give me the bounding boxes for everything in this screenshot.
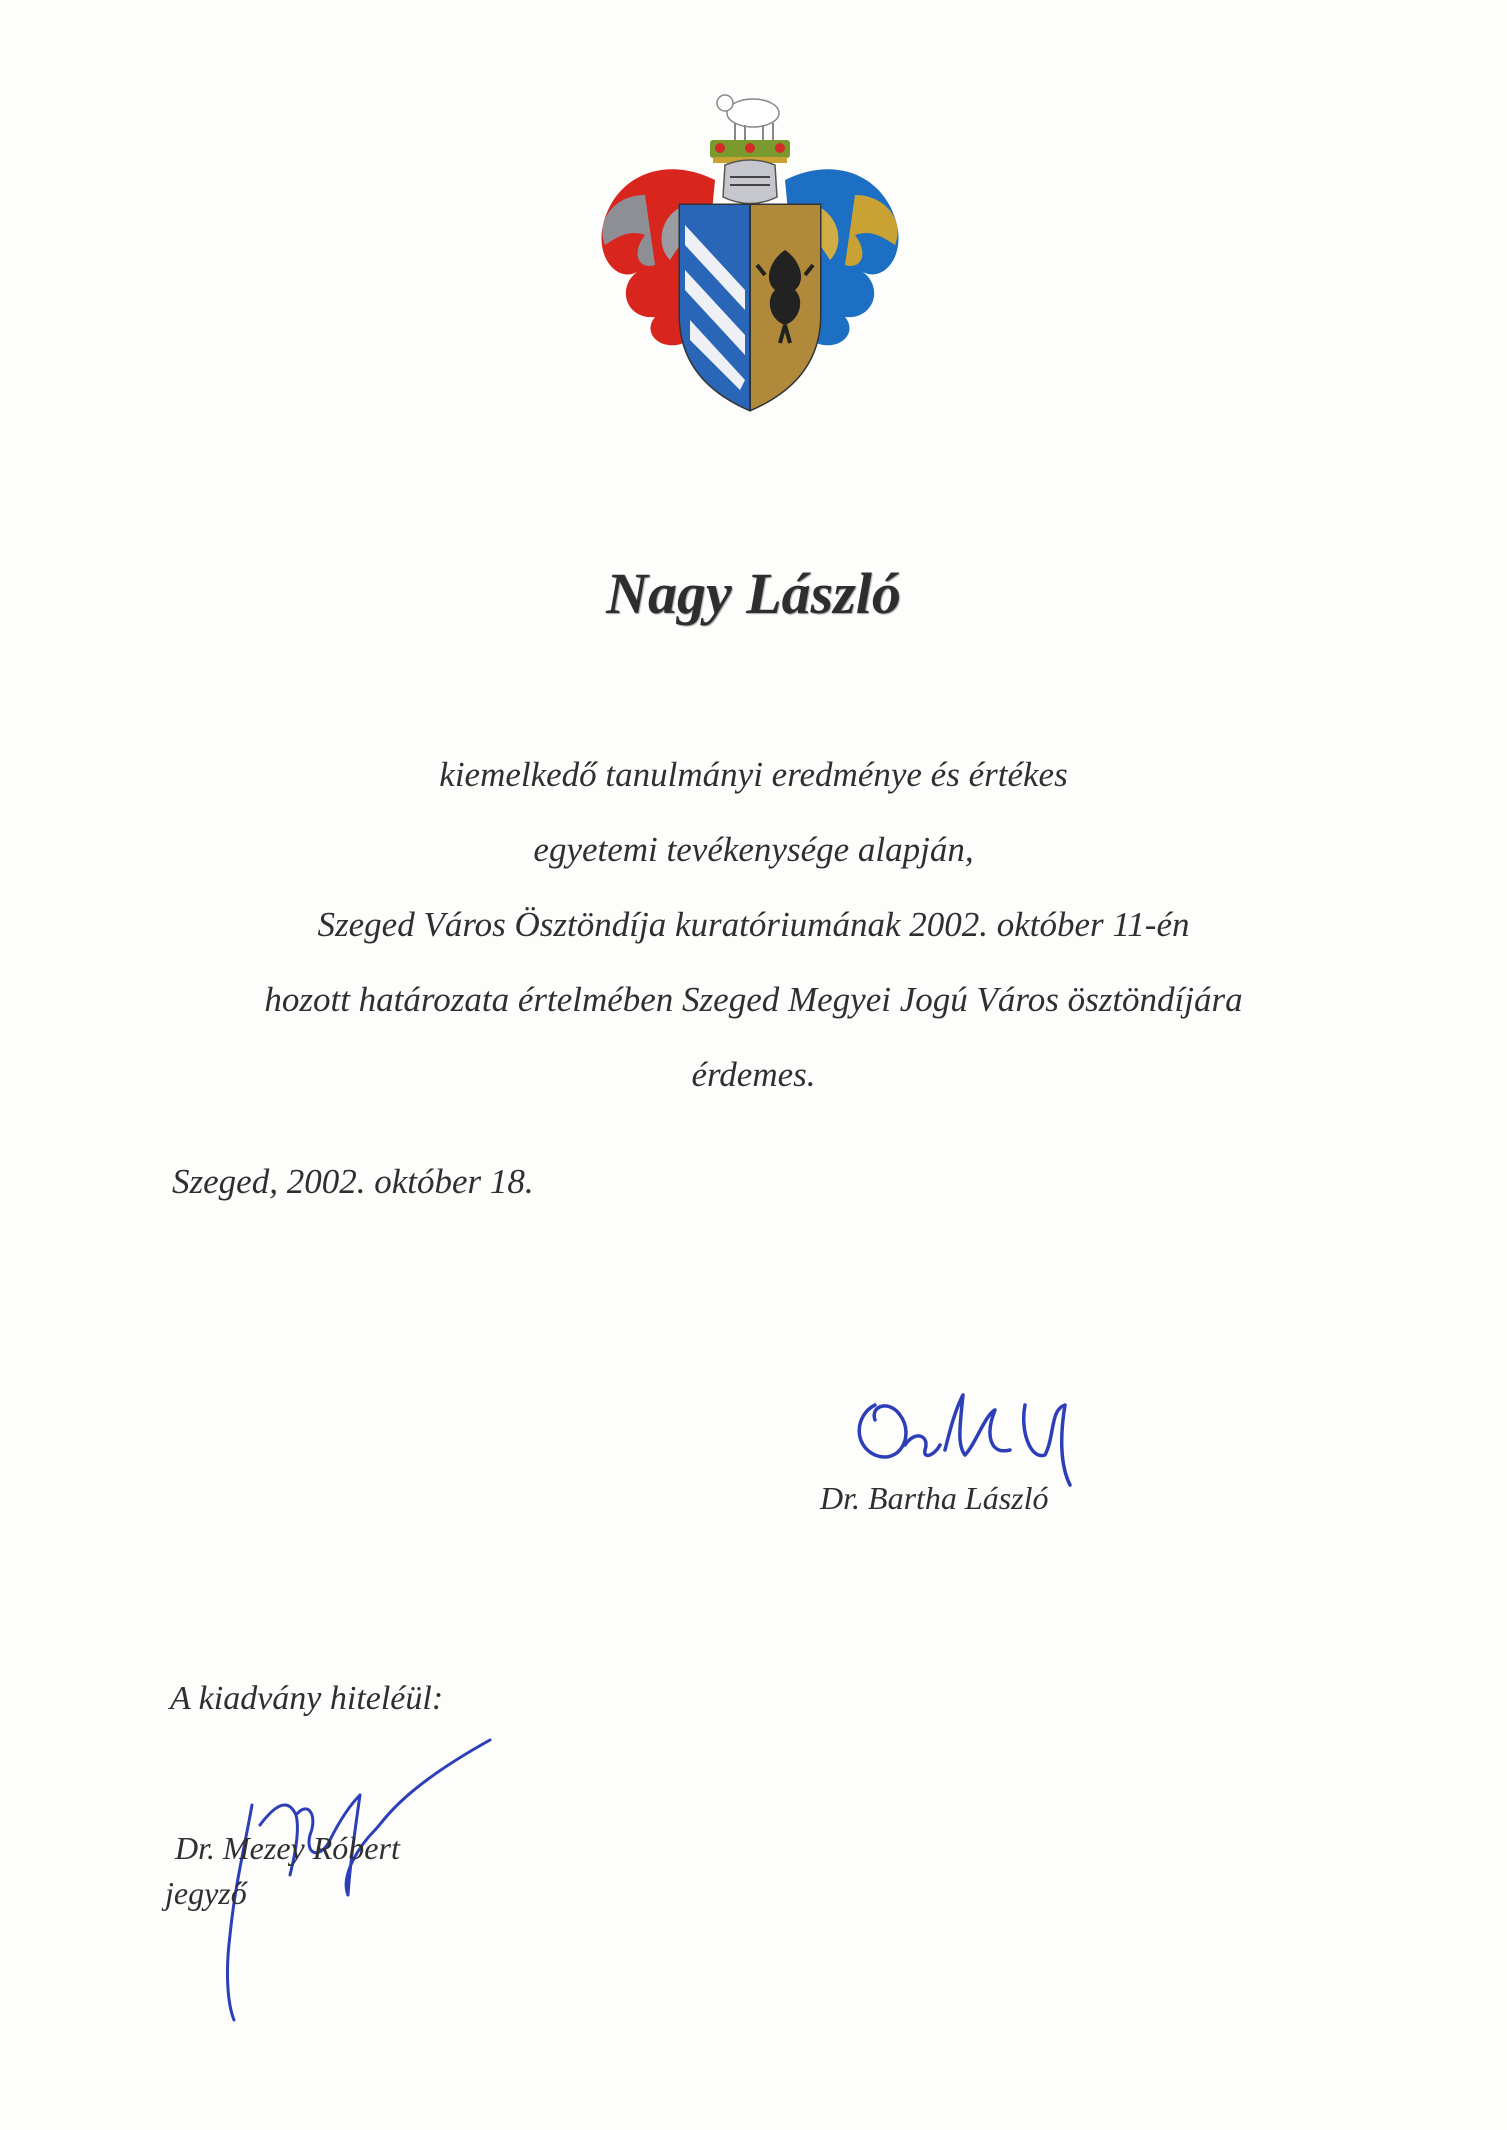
citation-line: hozott határozata értelmében Szeged Megyei Jogú Város ösztöndíjára [264, 980, 1243, 1019]
citation-text [0, 737, 1507, 1112]
place-and-date: Szeged, 2002. október 18. [172, 1162, 534, 1201]
citation-line: egyetemi tevékenysége alapján, [533, 830, 974, 869]
coat-of-arms-emblem [585, 85, 915, 415]
mayor-signature-icon [845, 1375, 1135, 1495]
notary-signature-icon [200, 1735, 520, 2025]
lamb-crest-icon [717, 95, 779, 140]
signer-name: Dr. Bartha László [820, 1480, 1049, 1516]
attester-title: jegyző [165, 1875, 247, 1911]
recipient-name: Nagy László [606, 561, 901, 626]
attester-name: Dr. Mezey Róbert [175, 1830, 400, 1866]
helmet-icon [723, 160, 777, 204]
citation-line: kiemelkedő tanulmányi eredménye és értékes [439, 755, 1068, 794]
citation-line: Szeged Város Ösztöndíja kuratóriumának 2002. október 11-én [317, 905, 1190, 944]
citation-line: érdemes. [691, 1055, 816, 1094]
shield-icon [680, 205, 820, 410]
attestation-label: A kiadvány hiteléül: [170, 1680, 444, 1717]
